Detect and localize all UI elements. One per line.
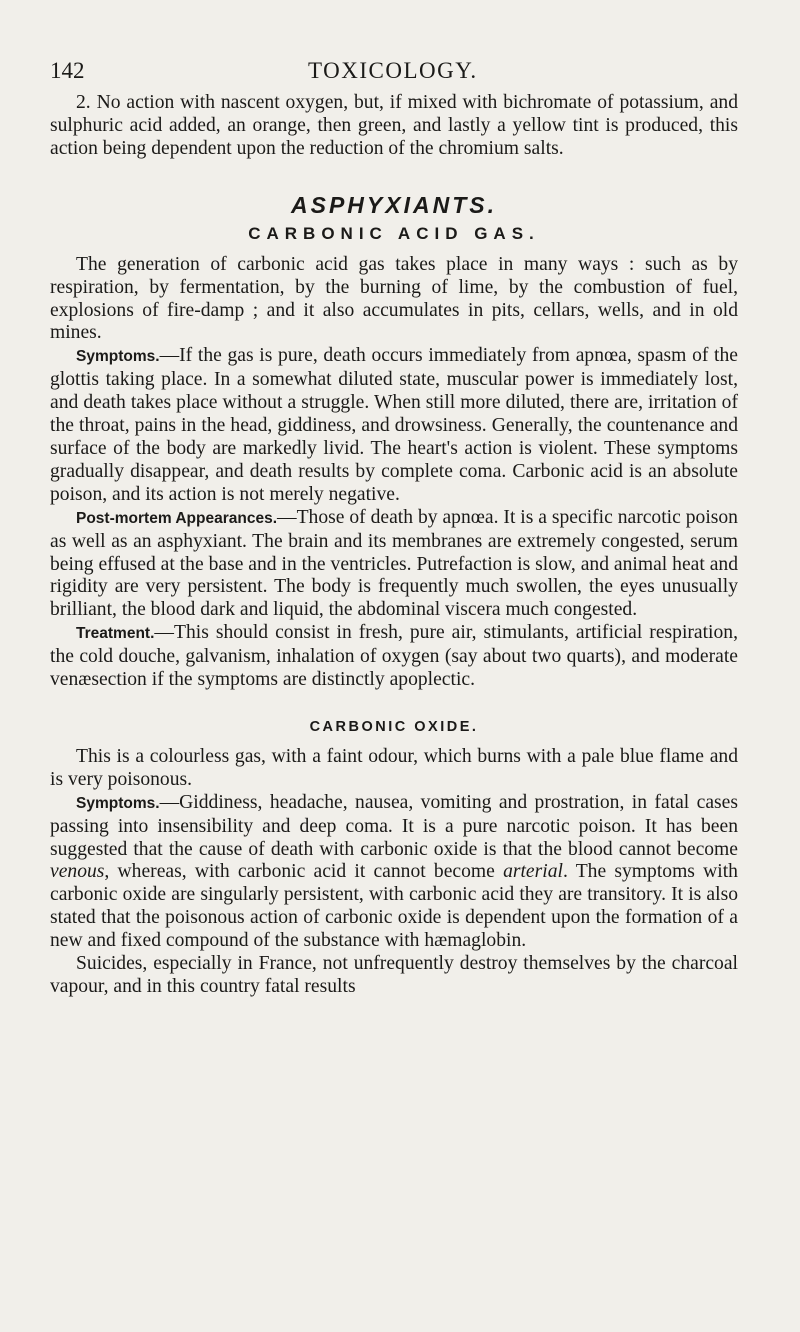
carbonic-acid-symptoms-paragraph (50, 345, 738, 506)
carbonic-acid-intro-paragraph: The generation of carbonic acid gas takes place in many ways : such as by respiration, by fermentation, by the burning of lime, by the combustion of fuel, explosions of fire-damp ; and it also accumulates in pits, cellars, wells, and in old mines. (50, 253, 738, 344)
subsection-heading-carbonic-oxide: CARBONIC OXIDE. (309, 718, 479, 735)
intro-paragraph: 2. No action with nascent oxygen, but, if mixed with bichromate of potassium, and sulphuric acid added, an orange, then green, and lastly a yellow tint is produced, this action being dependent upon the reduction of the chromium salts. (50, 92, 738, 159)
treatment-run-in-heading: Treatment. (76, 625, 155, 643)
page-number: 142 (50, 58, 85, 83)
co-symptoms-emphasis-venous: venous (50, 861, 105, 883)
symptoms-text: —If the gas is pure, death occurs immediately from apnœa, spasm of the glottis taking place. In a somewhat diluted state, muscular power is immediately lost, and death takes place without a struggle. When still more diluted, there are, irritation of the throat, pains in the head, giddiness, and drowsiness. Generally, the countenance and surface of the body are markedly livid. The heart's action is violent. These symptoms gradually disappear, and death results by complete coma. Carbonic acid is an absolute poison, and its action is not merely negative. (50, 345, 738, 505)
running-head: TOXICOLOGY. (308, 58, 478, 83)
co-symptoms-text-b: , whereas, with carbonic acid it cannot become (104, 861, 504, 883)
treatment-text: —This should consist in fresh, pure air, stimulants, artificial respiration, the cold douche, galvanism, inhalation of oxygen (say about two quarts), and moderate venæsection if the symptoms are distinctly apoplectic. (50, 622, 738, 691)
co-symptoms-text-c: . The symptoms with carbonic oxide are singularly persistent, with carbonic acid they are transitory. It is also stated that the poisonous action of carbonic oxide is dependent upon the formation of a new and fixed compound of the substance with hæmaglobin. (50, 861, 738, 952)
carbonic-oxide-symptoms-paragraph (50, 792, 738, 953)
co-symptoms-run-in-heading: Symptoms. (76, 794, 160, 812)
subsection-heading-carbonic-acid-gas: CARBONIC ACID GAS. (248, 223, 540, 243)
co-symptoms-emphasis-arterial: arterial (503, 861, 563, 883)
suicides-paragraph: Suicides, especially in France, not unfrequently destroy themselves by the charcoal vapour, and in this country fatal results (50, 953, 738, 997)
symptoms-run-in-heading: Symptoms. (76, 348, 160, 366)
postmortem-run-in-heading: Post-mortem Appearances. (76, 509, 277, 527)
carbonic-acid-treatment-paragraph (50, 622, 738, 692)
carbonic-oxide-intro-paragraph: This is a colourless gas, with a faint odour, which burns with a pale blue flame and is very poisonous. (50, 745, 738, 790)
section-heading-asphyxiants: ASPHYXIANTS. (291, 191, 497, 218)
page-header (50, 58, 738, 92)
postmortem-text: —Those of death by apnœa. It is a specific narcotic poison as well as an asphyxiant. The brain and its membranes are extremely congested, serum being effused at the base and in the ventricles. Putrefaction is slow, and animal heat and rigidity are very persistent. The body is frequently much swollen, the eyes unusually brilliant, the blood dark and liquid, the abdominal viscera much congested. (50, 506, 738, 621)
co-symptoms-text-a: —Giddiness, headache, nausea, vomiting and prostration, in fatal cases passing into insensibility and deep coma. It is a pure narcotic poison. It has been suggested that the cause of death with carbonic oxide is that the blood cannot become (50, 791, 738, 860)
carbonic-acid-postmortem-paragraph (50, 507, 738, 623)
